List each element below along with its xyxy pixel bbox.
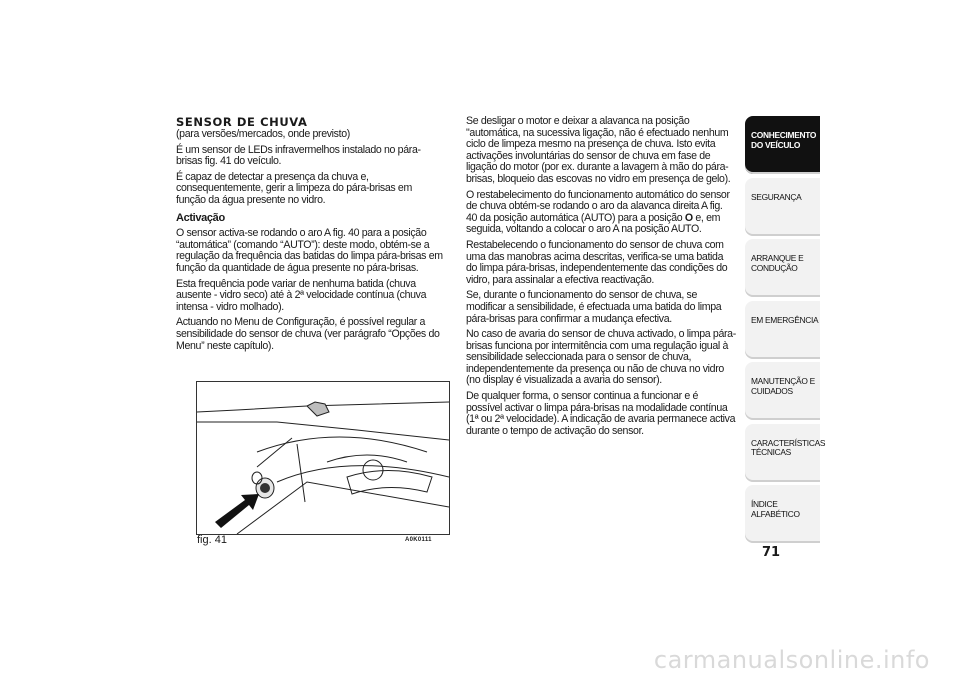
page-number: 71: [762, 545, 781, 560]
paragraph: O sensor activa-se rodando o aro A fig. 40 para a posição “automática” (comando “AUTO”): deste modo, obtém-se a regulação da frequência das batidas do limpa pára-brisas em função da quantidade de água presente no pára-brisas.: [176, 227, 443, 274]
tab-manutencao-e-cuidados[interactable]: MANUTENÇÃO E CUIDADOS: [745, 362, 820, 420]
watermark-text: carmanualsonline.info: [653, 646, 930, 674]
tab-seguranca[interactable]: SEGURANÇA: [745, 178, 820, 236]
paragraph: [466, 190, 736, 236]
tab-caracteristicas-tecnicas[interactable]: CARACTERÍSTICAS TÉCNICAS: [745, 424, 820, 482]
figure-caption: fig. 41: [197, 534, 227, 546]
tab-em-emergencia[interactable]: EM EMERGÊNCIA: [745, 301, 820, 359]
paragraph: É capaz de detectar a presença da chuva e, consequentemente, gerir a limpeza do pára-brisas em função da água presente no vidro.: [176, 170, 412, 206]
paragraph-part: e, em seguida, voltando a colocar o aro A na posição AUTO.: [466, 211, 721, 236]
paragraph-part: O restabelecimento do funcionamento automático do sensor de chuva obtém-se rodando o aro da alavanca direita A fig. 40 da posição automática (AUTO) para a posição: [466, 188, 730, 224]
watermark: [0, 644, 960, 679]
paragraph: Restabelecendo o funcionamento do sensor de chuva com uma das manobras acima descritas, verifica-se uma batida do limpa pára-brisas, independentemente das condições do vidro, para assinalar a efectiva reactivação.: [466, 238, 728, 286]
paragraph: No caso de avaria do sensor de chuva activado, o limpa pára-brisas funciona por intermitência com uma regulação igual à sensibilidade seleccionada para o sensor de chuva, independentemente da presença ou não de chuva no vidro (no display é visualizada a avaria do sensor).: [466, 328, 736, 387]
figure-rain-sensor-illustration: [196, 381, 450, 535]
section-subtitle: (para versões/mercados, onde previsto): [176, 128, 350, 140]
left-column: [176, 116, 444, 356]
tab-conhecimento-do-veiculo[interactable]: CONHECIMENTO DO VEÍCULO: [745, 116, 820, 174]
right-column: [466, 116, 736, 441]
subheading-activation: Activação: [176, 211, 225, 224]
windshield-illustration: [197, 382, 449, 534]
paragraph: Se, durante o funcionamento do sensor de chuva, se modificar a sensibilidade, é efectuada uma batida do limpa pára-brisas para confirmar a mudança efectiva.: [466, 289, 722, 325]
figure-code: A0K0111: [405, 537, 432, 543]
paragraph: Se desligar o motor e deixar a alavanca na posição "automática, na sucessiva ligação, não é efectuado nenhum ciclo de limpeza mesmo na presença de chuva. Isto evita activações involuntárias do sensor de chuva em fase de ligação do motor (por ex. durante a lavagem à mão do pára-brisas, bloqueio das escovas no vidro em presença de gelo).: [466, 115, 731, 185]
paragraph: Esta frequência pode variar de nenhuma batida (chuva ausente - vidro seco) até à 2ª velocidade contínua (chuva intensa - vidro molhado).: [176, 277, 427, 313]
paragraph: É um sensor de LEDs infravermelhos instalado no pára-brisas fig. 41 do veículo.: [176, 143, 421, 168]
tab-arranque-e-conducao[interactable]: ARRANQUE E CONDUÇÃO: [745, 239, 820, 297]
paragraph: Actuando no Menu de Configuração, é possível regular a sensibilidade do sensor de chuva (ver parágrafo “Opções do Menu” neste capítulo).: [176, 316, 440, 352]
section-title: SENSOR DE CHUVA: [176, 115, 308, 129]
tab-indice-alfabetico[interactable]: ÍNDICE ALFABÉTICO: [745, 485, 820, 543]
chapter-tabs: [745, 116, 826, 547]
off-position-symbol: O: [684, 211, 693, 224]
paragraph: De qualquer forma, o sensor continua a funcionar e é possível activar o limpa pára-brisas na modalidade contínua (1ª ou 2ª velocidade). A indicação de avaria permanece activa durante o tempo de activação do sensor.: [466, 390, 736, 437]
